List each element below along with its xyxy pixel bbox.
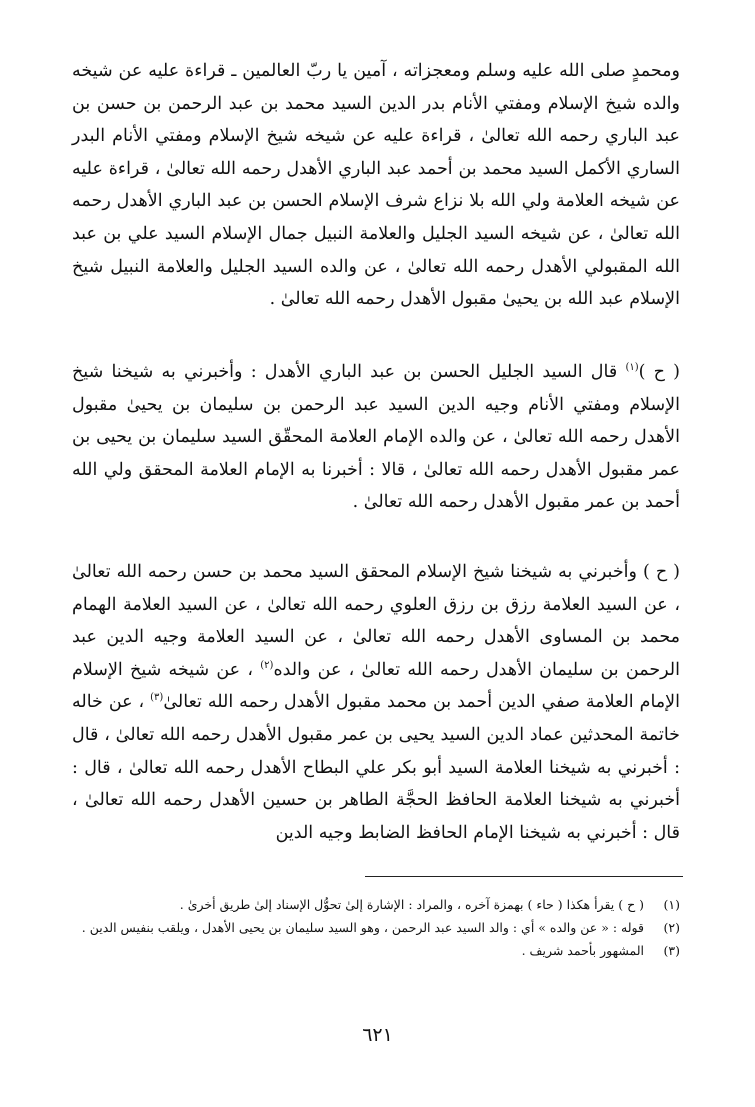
paragraph-2 (72, 356, 680, 519)
footnote-1 (72, 893, 680, 916)
footnote-text: المشهور بأحمد شريف . (521, 943, 644, 958)
paragraph-3-text-c: ، عن خاله خاتمة المحدثين عماد الدين السيد يحيى بن عمر مقبول الأهدل رحمه الله تعالىٰ ، قال : أخبرني به شيخنا العلامة السيد أبو بكر علي البطاح الأهدل رحمه الله تعالىٰ ، قال : أخبرني به شيخنا العلامة الحافظ الحجَّة الطاهر بن حسين الأهدل رحمه الله تعالىٰ ، قال : أخبرني به شيخنا الإمام الحافظ الضابط وجيه الدين (72, 692, 680, 843)
footnotes (72, 893, 680, 962)
footnote-number: (١) (663, 897, 680, 912)
paragraph-3-text-b: ، عن شيخه شيخ الإسلام الإمام العلامة صفي الدين أحمد بن محمد مقبول الأهدل رحمه الله تعالىٰ (72, 659, 680, 713)
footnote-number: (٢) (663, 920, 680, 935)
footnote-text: قوله : « عن والده » أي : والد السيد عبد الرحمن ، وهو السيد سليمان بن يحيى الأهدل ، ويلقب بنفيس الدين . (81, 920, 644, 935)
isnad-marker: ( ح ) (638, 362, 680, 382)
footnote-ref-2[interactable]: (٢) (260, 659, 274, 671)
paragraph-1-text: ومحمدٍ صلى الله عليه وسلم ومعجزاته ، آمين يا ربّ العالمين ـ قراءة عليه عن شيخه والده شيخ الإسلام ومفتي الأنام بدر الدين السيد محمد بن عبد الرحمن بن حسن بن عبد الباري رحمه الله تعالىٰ ، قراءة عليه عن شيخه شيخ الإسلام ومفتي الأنام البدر الساري الأكمل السيد محمد بن أحمد عبد الباري الأهدل رحمه الله تعالىٰ ، قراءة عليه عن شيخه العلامة ولي الله بلا نزاع شرف الإسلام الحسن بن عبد الباري الأهدل رحمه الله تعالىٰ ، عن شيخه السيد الجليل والعلامة النبيل جمال الإسلام السيد علي بن عبد الله المقبولي الأهدل رحمه الله تعالىٰ ، عن والده السيد الجليل والعلامة النبيل شيخ الإسلام عبد الله بن يحيىٰ مقبول الأهدل رحمه الله تعالىٰ . (72, 61, 680, 310)
footnote-divider (365, 876, 683, 877)
footnote-number: (٣) (663, 943, 680, 958)
footnote-text: ( ح ) يقرأ هكذا ( حاء ) بهمزة آخره ، والمراد : الإشارة إلىٰ تحوُّل الإسناد إلىٰ طريق أخرىٰ . (179, 897, 644, 912)
paragraph-3 (72, 556, 680, 849)
paragraph-3-text-a: ( ح ) وأخبرني به شيخنا شيخ الإسلام المحقق السيد محمد بن حسن رحمه الله تعالىٰ ، عن السيد العلامة رزق بن رزق العلوي رحمه الله تعالىٰ ، عن السيد العلامة الهمام محمد بن المساوى الأهدل رحمه الله تعالىٰ ، عن السيد العلامة وجيه الدين عبد الرحمن بن سليمان الأهدل رحمه الله تعالىٰ ، عن والده (72, 562, 680, 680)
paragraph-2-text: قال السيد الجليل الحسن بن عبد الباري الأهدل : وأخبرني به شيخنا شيخ الإسلام ومفتي الأنام وجيه الدين السيد عبد الرحمن بن سليمان بن يحيىٰ مقبول الأهدل رحمه الله تعالىٰ ، عن والده الإمام العلامة المحقّق السيد سليمان بن يحيى بن عمر مقبول الأهدل رحمه الله تعالىٰ ، قالا : أخبرنا به الإمام العلامة المحقق ولي الله أحمد بن عمر مقبول الأهدل رحمه الله تعالىٰ . (72, 362, 680, 513)
footnote-2 (72, 916, 680, 939)
footnote-ref-1[interactable]: (١) (625, 362, 639, 374)
page-number: ٦٢١ (362, 1024, 393, 1046)
footnote-3 (72, 939, 680, 962)
paragraph-1 (72, 55, 680, 316)
footnote-ref-3[interactable]: (٣) (150, 692, 164, 704)
